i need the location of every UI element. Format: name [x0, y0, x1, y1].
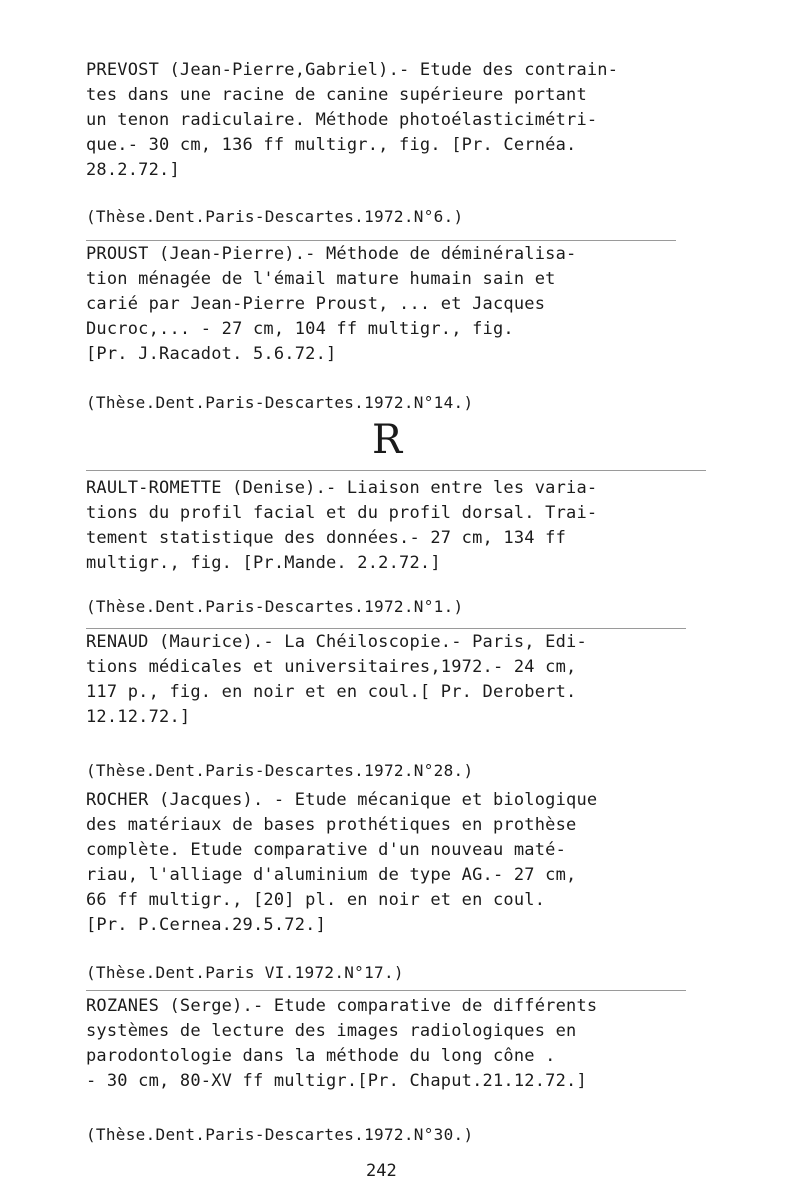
entry-line: - 30 cm, 80-XV ff multigr.[Pr. Chaput.21.12.72.]	[86, 1071, 587, 1091]
entry-line: 66 ff multigr., [20] pl. en noir et en coul.	[86, 890, 546, 910]
entry-line: RAULT-ROMETTE (Denise).- Liaison entre les varia-	[86, 478, 598, 498]
entry-line: complète. Etude comparative d'un nouveau maté-	[86, 840, 567, 860]
page-number: 242	[366, 1161, 397, 1181]
catalog-entry-renaud	[86, 630, 726, 730]
entry-line: tion ménagée de l'émail mature humain sain et	[86, 269, 556, 289]
catalog-entry-rault-romette	[86, 476, 726, 576]
entry-line: Ducroc,... - 27 cm, 104 ff multigr., fig.	[86, 319, 514, 339]
entry-line: ROCHER (Jacques). - Etude mécanique et biologique	[86, 790, 598, 810]
entry-line: tions du profil facial et du profil dorsal. Trai-	[86, 503, 598, 523]
entry-line: parodontologie dans la méthode du long cône .	[86, 1046, 556, 1066]
entry-line: PROUST (Jean-Pierre).- Méthode de déminéralisa-	[86, 244, 577, 264]
divider-line	[86, 628, 686, 629]
entry-line: 12.12.72.]	[86, 707, 191, 727]
entry-line: que.- 30 cm, 136 ff multigr., fig. [Pr. Cernéa.	[86, 135, 577, 155]
divider-line	[86, 240, 676, 241]
thesis-reference-prevost: (Thèse.Dent.Paris-Descartes.1972.N°6.)	[86, 207, 464, 226]
thesis-reference-rozanes: (Thèse.Dent.Paris-Descartes.1972.N°30.)	[86, 1125, 474, 1144]
thesis-reference-renaud: (Thèse.Dent.Paris-Descartes.1972.N°28.)	[86, 761, 474, 780]
catalog-entry-prevost	[86, 58, 726, 183]
entry-line: riau, l'alliage d'aluminium de type AG.- 27 cm,	[86, 865, 577, 885]
catalog-entry-proust	[86, 242, 726, 367]
entry-line: tions médicales et universitaires,1972.- 24 cm,	[86, 657, 577, 677]
entry-line: [Pr. P.Cernea.29.5.72.]	[86, 915, 327, 935]
entry-line: tement statistique des données.- 27 cm, 134 ff	[86, 528, 567, 548]
section-letter: R	[372, 417, 403, 463]
entry-line: ROZANES (Serge).- Etude comparative de différents	[86, 996, 598, 1016]
entry-line: RENAUD (Maurice).- La Chéiloscopie.- Paris, Edi-	[86, 632, 587, 652]
divider-line	[86, 470, 706, 471]
catalog-entry-rozanes	[86, 994, 726, 1094]
entry-line: [Pr. J.Racadot. 5.6.72.]	[86, 344, 337, 364]
entry-line: tes dans une racine de canine supérieure portant	[86, 85, 587, 105]
entry-line: 117 p., fig. en noir et en coul.[ Pr. Derobert.	[86, 682, 577, 702]
entry-line: PREVOST (Jean-Pierre,Gabriel).- Etude des contrain-	[86, 60, 619, 80]
thesis-reference-proust: (Thèse.Dent.Paris-Descartes.1972.N°14.)	[86, 393, 474, 412]
entry-line: un tenon radiculaire. Méthode photoélasticimétri-	[86, 110, 598, 130]
entry-line: multigr., fig. [Pr.Mande. 2.2.72.]	[86, 553, 441, 573]
entry-line: carié par Jean-Pierre Proust, ... et Jacques	[86, 294, 546, 314]
catalog-entry-rocher	[86, 788, 726, 938]
thesis-reference-rault-romette: (Thèse.Dent.Paris-Descartes.1972.N°1.)	[86, 597, 464, 616]
entry-line: 28.2.72.]	[86, 160, 180, 180]
thesis-reference-rocher: (Thèse.Dent.Paris VI.1972.N°17.)	[86, 963, 404, 982]
entry-line: systèmes de lecture des images radiologiques en	[86, 1021, 577, 1041]
divider-line	[86, 990, 686, 991]
entry-line: des matériaux de bases prothétiques en prothèse	[86, 815, 577, 835]
